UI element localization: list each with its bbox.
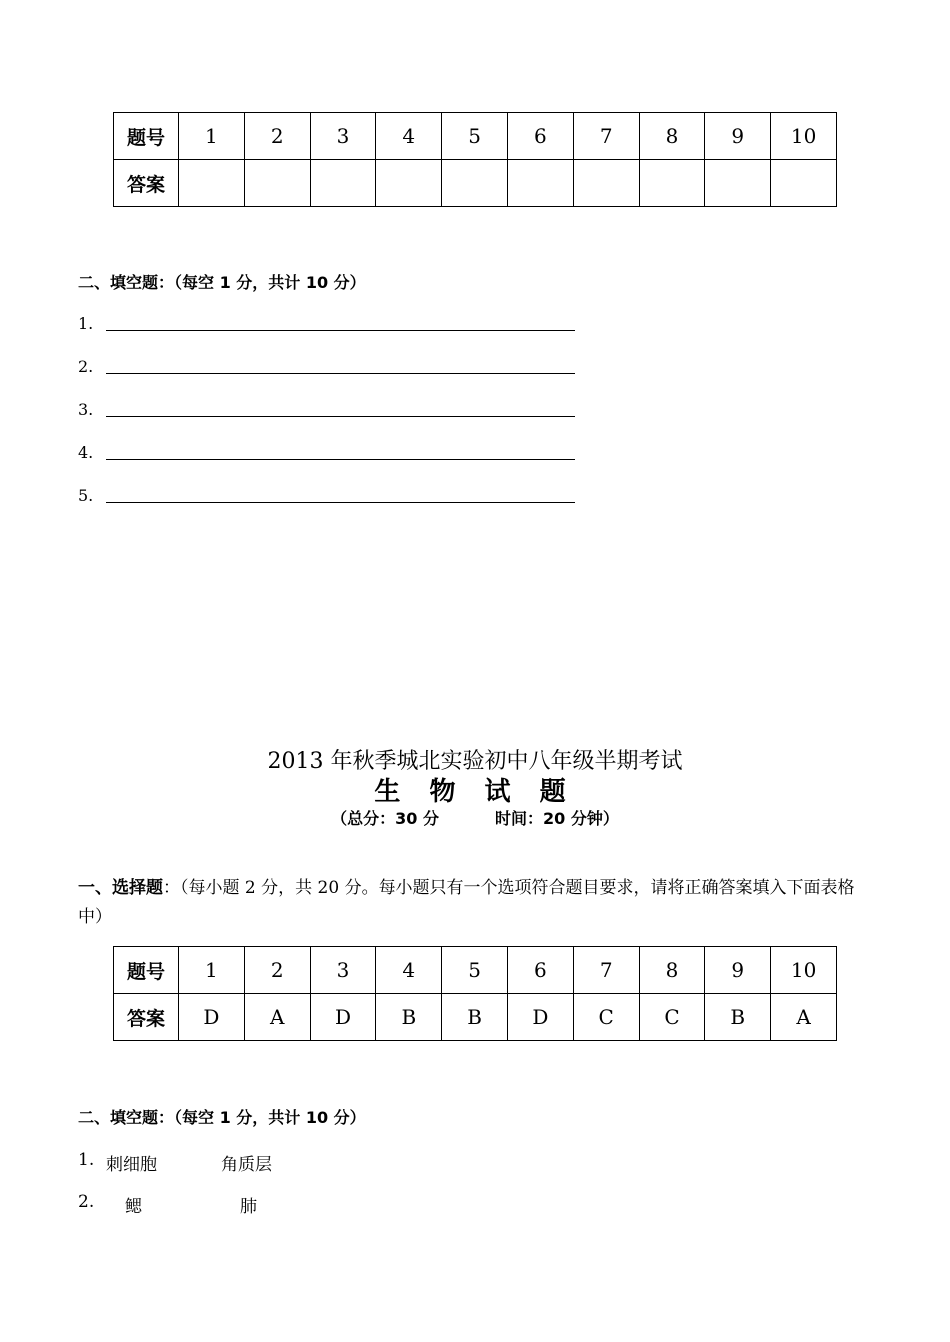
answer-cell: D [310, 994, 376, 1041]
blank-number: 4. [78, 443, 94, 462]
fill-blank-4 [78, 443, 106, 462]
answer-cell [705, 160, 771, 207]
answer-text: 肺 [240, 1197, 257, 1217]
number-cell: 2 [244, 947, 310, 994]
answer-cell [573, 160, 639, 207]
answer-text: 鳃 [125, 1197, 142, 1217]
number-cell: 8 [639, 947, 705, 994]
exam-time: 时间：20 分钟） [495, 809, 619, 828]
blank-line [106, 502, 575, 503]
number-cell: 1 [179, 113, 245, 160]
table-row [114, 160, 837, 207]
mc-lead: 一、选择题 [78, 878, 163, 898]
mc-instruction-text: ：（每小题 2 分，共 20 分。每小题只有一个选项符合题目要求，请将正确答案填入下面表格中） [78, 878, 855, 927]
answer-text: 角质层 [221, 1155, 272, 1175]
number-cell: 3 [310, 947, 376, 994]
blank-line [106, 459, 575, 460]
answer-cell: B [705, 994, 771, 1041]
fill-blank-5 [78, 486, 106, 505]
answer-cell [442, 160, 508, 207]
answer-cell [376, 160, 442, 207]
answer-number: 2. [78, 1192, 95, 1212]
header-cell: 答案 [114, 994, 179, 1041]
fill-section-title: 二、填空题：（每空 1 分，共计 10 分） [78, 273, 366, 292]
answer-cell [507, 160, 573, 207]
number-cell: 3 [310, 113, 376, 160]
total-score: （总分：30 分 [331, 809, 439, 828]
blank-number: 5. [78, 486, 94, 505]
answer-cell: A [244, 994, 310, 1041]
answer-cell: B [376, 994, 442, 1041]
fill-blank-1 [78, 314, 106, 333]
table-row [114, 994, 837, 1041]
number-cell: 6 [507, 947, 573, 994]
fill-blank-3 [78, 400, 106, 419]
blank-number: 3. [78, 400, 94, 419]
number-cell: 2 [244, 113, 310, 160]
number-cell: 7 [573, 113, 639, 160]
answer-cell: D [179, 994, 245, 1041]
exam-title: 2013 年秋季城北实验初中八年级半期考试 [267, 749, 683, 774]
blank-number: 2. [78, 357, 94, 376]
answer-text: 刺细胞 [106, 1155, 157, 1175]
fill-key-title: 二、填空题：（每空 1 分，共计 10 分） [78, 1108, 366, 1127]
answer-cell [771, 160, 837, 207]
exam-info [0, 806, 950, 829]
answer-cell: B [442, 994, 508, 1041]
answer-cell [310, 160, 376, 207]
answer-key-table [113, 946, 837, 1041]
mc-instruction [78, 874, 878, 932]
answer-cell [244, 160, 310, 207]
answer-sheet-table [113, 112, 837, 207]
number-cell: 9 [705, 947, 771, 994]
answer-cell [639, 160, 705, 207]
blank-line [106, 416, 575, 417]
number-cell: 5 [442, 947, 508, 994]
blank-line [106, 330, 575, 331]
answer-cell: A [771, 994, 837, 1041]
number-cell: 4 [376, 113, 442, 160]
exam-subject: 生 物 试 题 [374, 777, 576, 807]
number-cell: 6 [507, 113, 573, 160]
table-row [114, 113, 837, 160]
number-cell: 7 [573, 947, 639, 994]
answer-cell: C [639, 994, 705, 1041]
answer-cell [179, 160, 245, 207]
header-cell: 题号 [114, 947, 179, 994]
blank-line [106, 373, 575, 374]
number-cell: 9 [705, 113, 771, 160]
number-cell: 1 [179, 947, 245, 994]
number-cell: 4 [376, 947, 442, 994]
answer-cell: C [573, 994, 639, 1041]
number-cell: 8 [639, 113, 705, 160]
answer-number: 1. [78, 1150, 95, 1170]
number-cell: 10 [771, 947, 837, 994]
fill-blank-2 [78, 357, 106, 376]
header-cell: 答案 [114, 160, 179, 207]
table-row [114, 947, 837, 994]
number-cell: 10 [771, 113, 837, 160]
header-cell: 题号 [114, 113, 179, 160]
blank-number: 1. [78, 314, 94, 333]
answer-cell: D [507, 994, 573, 1041]
number-cell: 5 [442, 113, 508, 160]
